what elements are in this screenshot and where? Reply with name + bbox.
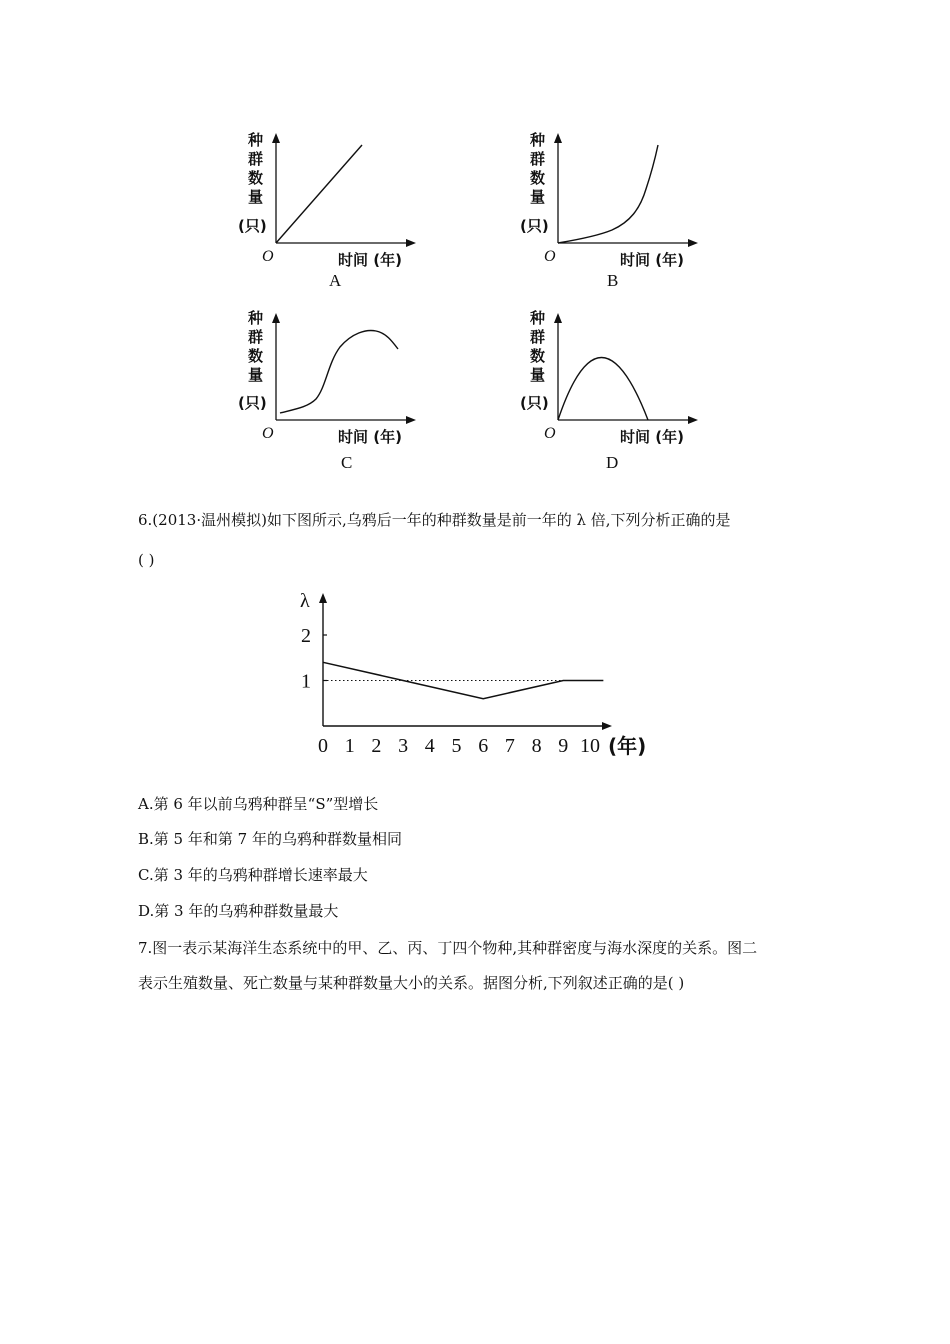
x-tick-label: 2: [371, 735, 382, 757]
x-tick-label: 5: [451, 735, 462, 757]
origin-label: O: [262, 248, 274, 265]
population-curve: [276, 145, 362, 243]
graph-panel-a: [238, 131, 416, 290]
ylabel-char: 数: [248, 169, 264, 187]
y-axis-arrow: [272, 313, 280, 323]
graph-panel-c: [238, 309, 416, 472]
ylabel-char: 群: [530, 150, 546, 168]
y-tick-label: 2: [301, 625, 311, 647]
panel-caption: D: [606, 453, 619, 472]
y-tick-label: 1: [301, 670, 311, 693]
x-axis-label: (年): [608, 734, 647, 758]
ylabel-char: 量: [530, 366, 546, 384]
x-tick-label: 4: [424, 735, 435, 757]
ylabel-char: 种: [530, 131, 546, 149]
ylabel-char: 种: [248, 309, 264, 327]
population-graphs-figure: [230, 125, 720, 485]
ylabel-char: 量: [248, 188, 264, 206]
ylabel-char: 数: [248, 347, 264, 365]
x-tick-label: 1: [344, 735, 355, 757]
question-7-line-2: 表示生殖数量、死亡数量与某种群数量大小的关系。据图分析,下列叙述正确的是( ): [138, 974, 685, 992]
ylabel-char: 种: [248, 131, 264, 149]
x-axis-label: 时间 (年): [620, 251, 684, 269]
lambda-chart: [290, 585, 670, 765]
question-6-stem: [138, 510, 731, 530]
x-tick-label: 7: [504, 735, 515, 757]
question-6-answer-blank: ( ): [138, 551, 155, 569]
population-curve: [280, 331, 398, 413]
option-b[interactable]: B.第 5 年和第 7 年的乌鸦种群数量相同: [138, 830, 402, 848]
ylabel-char: 数: [530, 169, 546, 187]
x-axis-arrow: [688, 239, 698, 247]
graph-panel-b: [520, 131, 698, 290]
ylabel-unit: (只): [238, 217, 267, 235]
ylabel-char: 数: [530, 347, 546, 365]
ylabel-char: 群: [530, 328, 546, 346]
x-axis-label: 时间 (年): [338, 428, 402, 446]
ylabel-unit: (只): [520, 217, 549, 235]
ylabel-char: 群: [248, 150, 264, 168]
x-axis-label: 时间 (年): [620, 428, 684, 446]
y-axis-label: λ: [300, 590, 310, 612]
option-d[interactable]: D.第 3 年的乌鸦种群数量最大: [138, 902, 339, 920]
question-7-line-1: 7.图一表示某海洋生态系统中的甲、乙、丙、丁四个物种,其种群密度与海水深度的关系。图二: [138, 939, 758, 957]
x-axis-arrow: [406, 239, 416, 247]
panel-caption: A: [329, 271, 342, 290]
y-axis-arrow: [554, 313, 562, 323]
x-axis-arrow: [602, 722, 612, 730]
y-axis-arrow: [272, 133, 280, 143]
option-a[interactable]: A.第 6 年以前乌鸦种群呈“S”型增长: [138, 795, 379, 813]
origin-label: O: [544, 425, 556, 442]
x-tick-label: 10: [580, 735, 600, 757]
ylabel-char: 量: [530, 188, 546, 206]
graph-panel-d: [520, 309, 698, 472]
x-tick-label: 0: [318, 735, 328, 757]
x-axis-label: 时间 (年): [338, 251, 402, 269]
panel-caption: B: [607, 271, 619, 290]
x-tick-label: 8: [531, 735, 542, 757]
question-6-text: 6.(2013·温州模拟)如下图所示,乌鸦后一年的种群数量是前一年的 λ 倍,下列分析正确的是: [138, 511, 731, 529]
ylabel-unit: (只): [520, 394, 549, 412]
y-axis-arrow: [319, 593, 327, 603]
origin-label: O: [262, 425, 274, 442]
ylabel-char: 群: [248, 328, 264, 346]
y-axis-arrow: [554, 133, 562, 143]
x-tick-label: 9: [558, 735, 569, 757]
population-curve: [558, 145, 658, 243]
x-axis-arrow: [688, 416, 698, 424]
ylabel-char: 量: [248, 366, 264, 384]
origin-label: O: [544, 248, 556, 265]
ylabel-unit: (只): [238, 394, 267, 412]
ylabel-char: 种: [530, 309, 546, 327]
x-tick-label: 3: [398, 735, 409, 757]
panel-caption: C: [341, 453, 353, 472]
option-c[interactable]: C.第 3 年的乌鸦种群增长速率最大: [138, 866, 368, 884]
x-axis-arrow: [406, 416, 416, 424]
population-curve: [558, 358, 648, 421]
x-tick-label: 6: [478, 735, 489, 757]
